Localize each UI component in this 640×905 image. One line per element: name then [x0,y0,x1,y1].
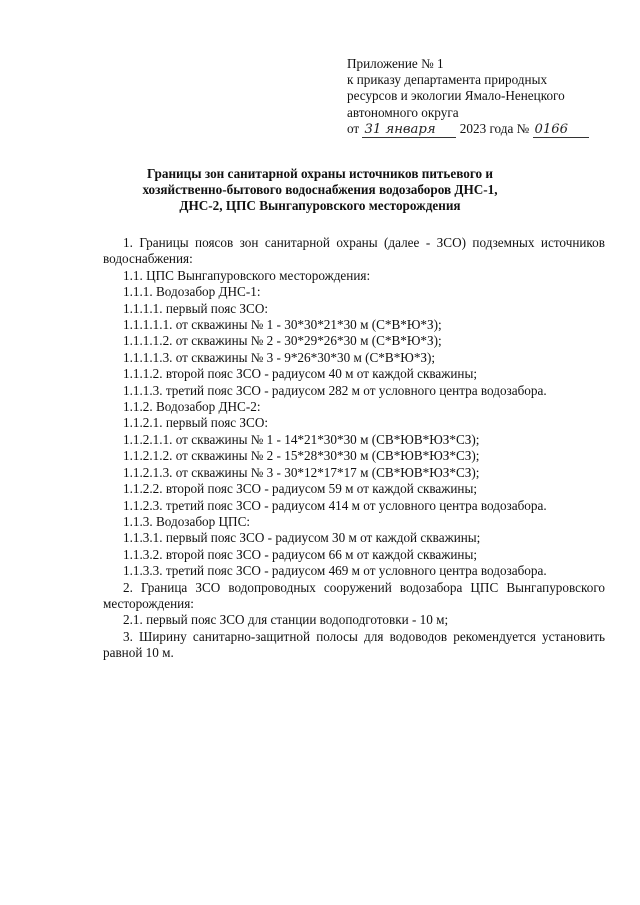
appendix-line: к приказу департамента природных [347,72,548,88]
date-suffix: 2023 года № [459,120,530,136]
paragraph: 1.1.3.1. первый пояс ЗСО - радиусом 30 м от каждой скважины; [123,530,481,546]
paragraph: 1.1.2.3. третий пояс ЗСО - радиусом 414 м от условного центра водозабора. [123,497,547,513]
paragraph: 1.1.3. Водозабор ЦПС: [123,513,251,529]
paragraph: 1.1.1.1.2. от скважины № 2 - 30*29*26*30 м (С*В*Ю*З); [123,333,442,349]
paragraph: 2.1. первый пояс ЗСО для станции водоподготовки - 10 м; [123,612,449,628]
appendix-line: Приложение № 1 [347,56,444,71]
paragraph: 1.1.3.2. второй пояс ЗСО - радиусом 66 м от каждой скважины; [123,546,478,562]
paragraph: 1.1.2.1. первый пояс ЗСО: [123,415,269,431]
document-title [110,166,530,214]
paragraph: 1.1.1.3. третий пояс ЗСО - радиусом 282 м от условного центра водозабора. [123,382,547,398]
paragraph: 1.1.2.1.1. от скважины № 1 - 14*21*30*30 м (СВ*ЮВ*ЮЗ*СЗ); [123,431,480,447]
paragraph: 1.1.1.2. второй пояс ЗСО - радиусом 40 м от каждой скважины; [123,366,478,382]
appendix-line: ресурсов и экологии Ямало-Ненецкого [347,88,565,104]
paragraph: 1.1. ЦПС Вынгапуровского месторождения: [123,267,371,283]
paragraph: 1.1.1. Водозабор ДНС-1: [123,284,261,300]
date-prefix: от [347,120,360,136]
paragraph: 1.1.2.1.2. от скважины № 2 - 15*28*30*30 м (СВ*ЮВ*ЮЗ*СЗ); [123,448,480,464]
paragraph: 2. Граница ЗСО водопроводных сооружений водозабора ЦПС Вынгапуровского месторождения: [103,579,605,611]
paragraph: 1.1.3.3. третий пояс ЗСО - радиусом 469 м от условного центра водозабора. [123,563,547,579]
paragraph: 1.1.1.1.3. от скважины № 3 - 9*26*30*30 м (С*В*Ю*З); [123,349,436,365]
paragraph: 3. Ширину санитарно-защитной полосы для водоводов рекомендуется установить равной 10 м. [103,628,605,661]
appendix-date-line [347,121,617,138]
title-line: Границы зон санитарной охраны источников питьевого и [146,166,494,181]
handwritten-order-number: 0166 [533,123,589,138]
paragraph: 1.1.1.1. первый пояс ЗСО: [123,300,269,316]
paragraph: 1.1.1.1.1. от скважины № 1 - 30*30*21*30 м (С*В*Ю*З); [123,317,442,333]
paragraph: 1.1.2.1.3. от скважины № 3 - 30*12*17*17 м (СВ*ЮВ*ЮЗ*СЗ); [123,464,480,480]
handwritten-date: 31 января [362,123,456,138]
paragraph: 1. Границы поясов зон санитарной охраны (далее - ЗСО) подземных источников водоснабжения: [103,235,605,267]
title-line: хозяйственно-бытового водоснабжения водозаборов ДНС-1, [142,182,498,197]
paragraph: 1.1.2.2. второй пояс ЗСО - радиусом 59 м от каждой скважины; [123,481,478,497]
paragraph: 1.1.2. Водозабор ДНС-2: [123,399,261,415]
appendix-block [347,56,617,138]
appendix-line: автономного округа [347,104,459,120]
title-line: ДНС-2, ЦПС Вынгапуровского месторождения [179,198,461,213]
document-body [103,235,605,662]
